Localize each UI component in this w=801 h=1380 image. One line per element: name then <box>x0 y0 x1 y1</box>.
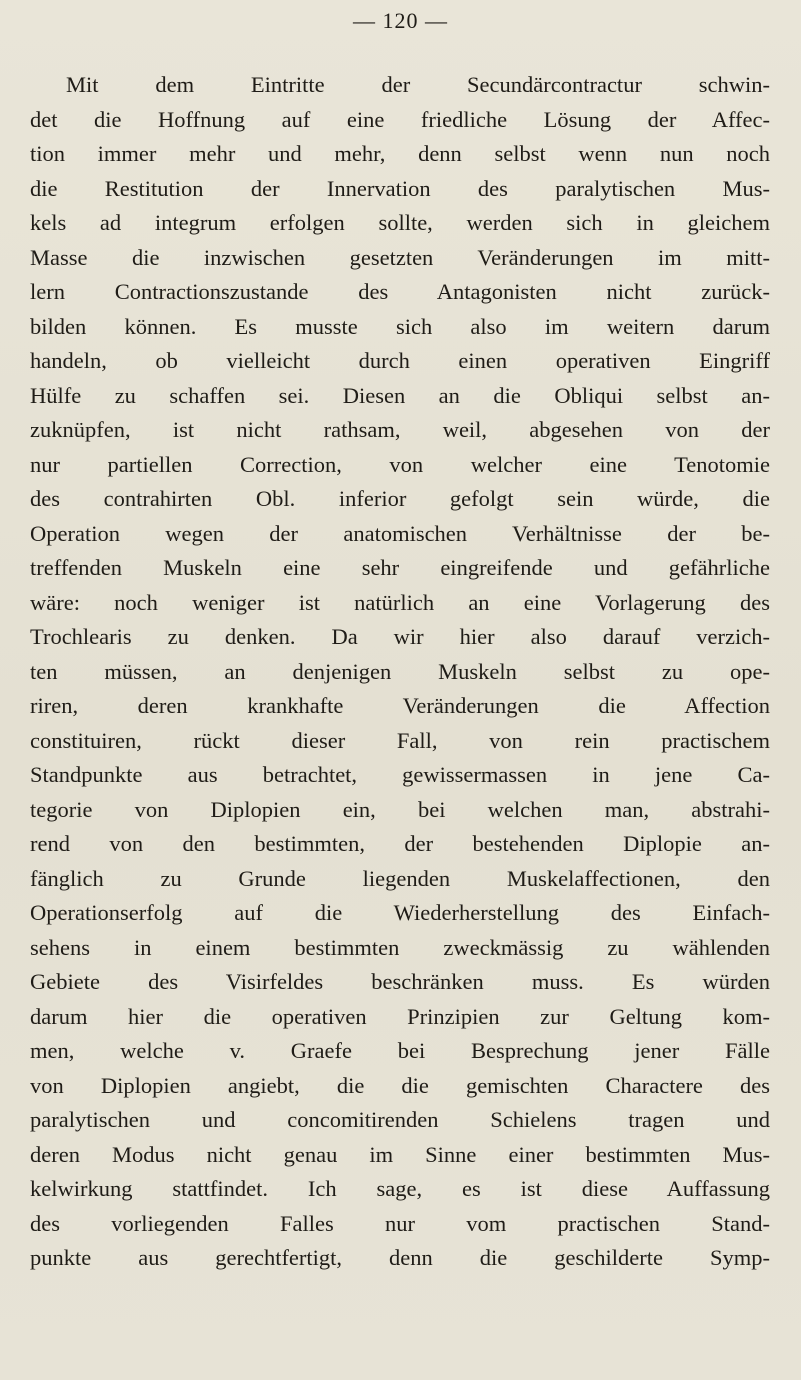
text-line: Hülfe zu schaffen sei. Diesen an die Obliqui selbst an- <box>30 382 770 408</box>
text-line: von Diplopien angiebt, die die gemischten Charactere des <box>30 1072 770 1098</box>
text-line: constituiren, rückt dieser Fall, von rein practischem <box>30 727 770 753</box>
text-line: Gebiete des Visirfeldes beschränken muss. Es würden <box>30 969 770 994</box>
text-line: tegorie von Diplopien ein, bei welchen man, abstrahi- <box>30 796 770 822</box>
text-line: punkte aus gerechtfertigt, denn die geschilderte Symp- <box>30 1245 770 1270</box>
text-line: Trochlearis zu denken. Da wir hier also darauf verzich- <box>30 624 770 649</box>
text-line: handeln, ob vielleicht durch einen operativen Eingriff <box>30 348 770 373</box>
text-line: lern Contractionszustande des Antagonisten nicht zurück- <box>30 279 770 304</box>
text-line: tion immer mehr und mehr, denn selbst wenn nun noch <box>30 141 770 166</box>
text-line: ten müssen, an denjenigen Muskeln selbst zu ope- <box>30 658 770 684</box>
text-line: darum hier die operativen Prinzipien zur Geltung kom- <box>30 1003 770 1029</box>
text-line: Operationserfolg auf die Wiederherstellung des Einfach- <box>30 900 770 925</box>
text-line: fänglich zu Grunde liegenden Muskelaffectionen, den <box>30 865 770 891</box>
text-line: paralytischen und concomitirenden Schielens tragen und <box>30 1107 770 1132</box>
body-text <box>30 68 770 1276</box>
text-line: bilden können. Es musste sich also im weitern darum <box>30 313 770 339</box>
text-line: Masse die inzwischen gesetzten Veränderungen im mitt- <box>30 244 770 270</box>
text-line: Operation wegen der anatomischen Verhältnisse der be- <box>30 520 770 546</box>
text-line: kelwirkung stattfindet. Ich sage, es ist diese Auffassung <box>30 1176 770 1201</box>
text-line: kels ad integrum erfolgen sollte, werden sich in gleichem <box>30 210 770 235</box>
text-line: sehens in einem bestimmten zweckmässig zu wählenden <box>30 934 770 960</box>
text-line: riren, deren krankhafte Veränderungen die Affection <box>30 693 770 718</box>
text-line: rend von den bestimmten, der bestehenden Diplopie an- <box>30 831 770 856</box>
text-line: des vorliegenden Falles nur vom practischen Stand- <box>30 1210 770 1236</box>
text-line: des contrahirten Obl. inferior gefolgt sein würde, die <box>30 486 770 511</box>
text-line: Standpunkte aus betrachtet, gewissermassen in jene Ca- <box>30 762 770 787</box>
text-line: wäre: noch weniger ist natürlich an eine Vorlagerung des <box>30 589 770 615</box>
text-line: deren Modus nicht genau im Sinne einer bestimmten Mus- <box>30 1141 770 1167</box>
text-line: treffenden Muskeln eine sehr eingreifende und gefährliche <box>30 555 770 580</box>
text-line: zuknüpfen, ist nicht rathsam, weil, abgesehen von der <box>30 417 770 442</box>
text-line: men, welche v. Graefe bei Besprechung jener Fälle <box>30 1038 770 1063</box>
text-line: Mit dem Eintritte der Secundärcontractur schwin- <box>66 72 770 97</box>
text-line: det die Hoffnung auf eine friedliche Lösung der Affec- <box>30 106 770 132</box>
text-line: die Restitution der Innervation des paralytischen Mus- <box>30 175 770 201</box>
text-line: nur partiellen Correction, von welcher eine Tenotomie <box>30 451 770 477</box>
page-number: — 120 — <box>353 8 448 33</box>
